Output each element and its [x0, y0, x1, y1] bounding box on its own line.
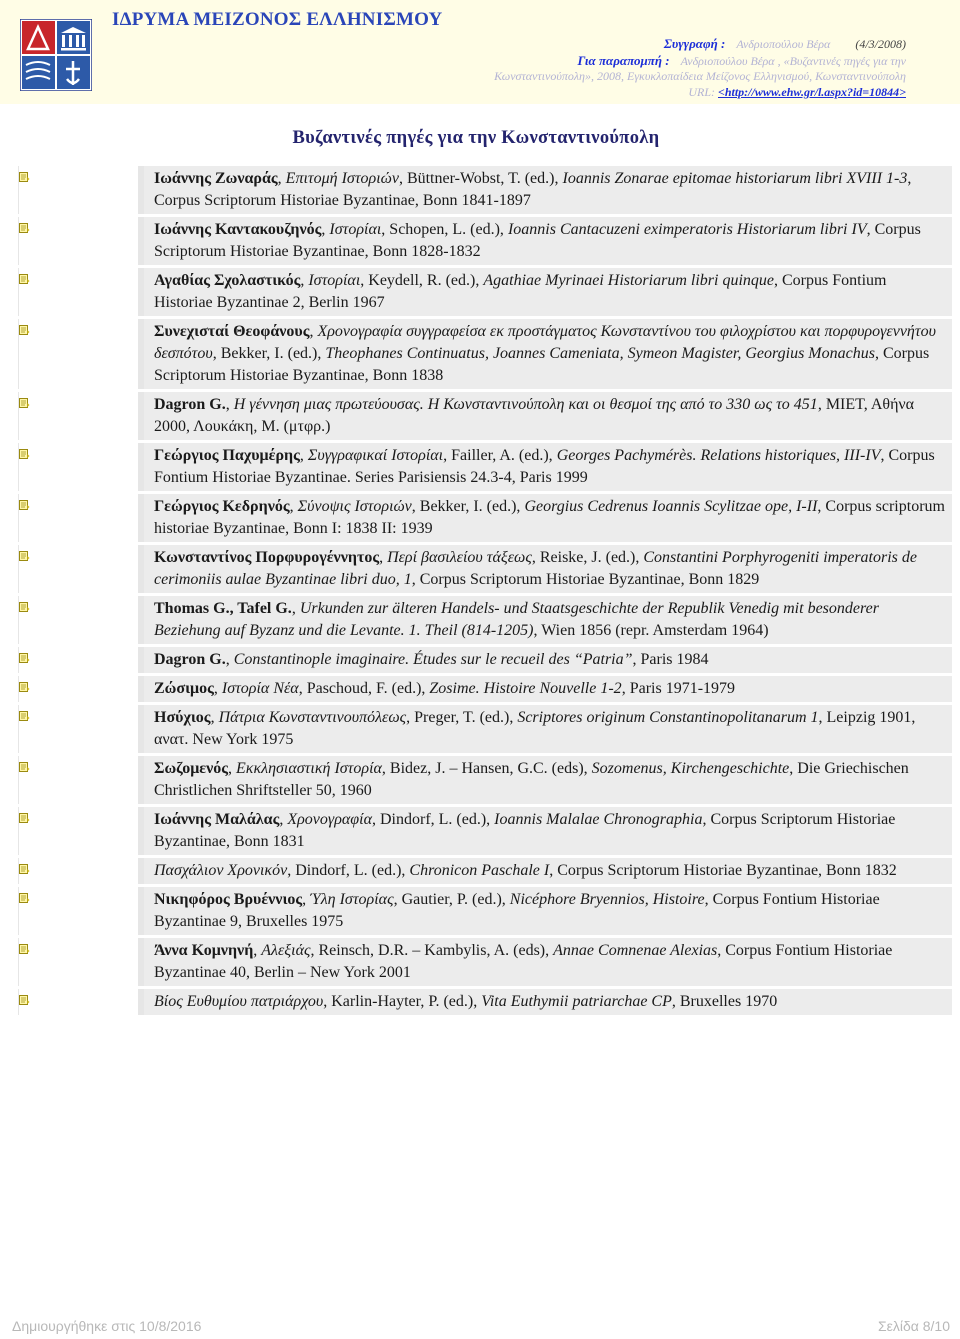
reference-detail: , Büttner-Wobst, T. (ed.), [398, 170, 563, 187]
reference-detail: , [302, 891, 311, 908]
reference-title: Zosime. Histoire Nouvelle 1-2 [429, 680, 622, 697]
reference-row [18, 647, 952, 676]
reference-icon-cell [18, 647, 144, 673]
reference-detail: , Karlin-Hayter, P. (ed.), [323, 993, 482, 1010]
reference-detail: , Corpus Scriptorum Historiae Byzantinae, Bonn 1841-1897 [154, 170, 912, 209]
reference-detail: , [253, 942, 262, 959]
reference-author: Ζώσιμος [154, 680, 214, 697]
reference-detail: , Paschoud, F. (ed.), [298, 680, 430, 697]
document-icon [19, 708, 30, 718]
reference-text [144, 647, 952, 673]
reference-text [144, 166, 952, 214]
reference-icon-cell [18, 705, 144, 753]
reference-text [144, 938, 952, 986]
author-row [466, 36, 906, 53]
reference-detail: , Failler, A. (ed.), [443, 447, 557, 464]
document-icon [19, 169, 30, 179]
reference-title: Χρονογραφία συγγραφείσα εκ προστάγματος Κωνσταντίνου του φιλοχρίστου και πορφυρογεννήτου δεσπότου [154, 323, 936, 362]
reference-title: Συγγραφικαί Ιστορίαι [307, 447, 444, 464]
reference-detail: , ΜΙΕΤ, Αθήνα 2000, Λουκάκη, Μ. (μτφρ.) [154, 396, 915, 435]
reference-detail: , Schopen, L. (ed.), [381, 221, 508, 238]
reference-detail: , Reinsch, D.R. – Kambylis, A. (eds), [310, 942, 554, 959]
reference-author: Ιωάννης Μαλάλας [154, 811, 280, 828]
reference-detail: , Corpus Scriptorum Historiae Byzantinae, Bonn 1831 [154, 811, 896, 850]
reference-icon-cell [18, 756, 144, 804]
citation-value-line-1: Ανδριοπούλου Βέρα , «Βυζαντινές πηγές για την [680, 53, 906, 68]
reference-title: Scriptores originum Constantinopolitanarum 1 [517, 709, 819, 726]
reference-icon-cell [18, 443, 144, 491]
foundation-logo-icon [20, 19, 92, 91]
reference-title: Πασχάλιον Χρονικόν [154, 862, 288, 879]
document-icon [19, 650, 30, 660]
reference-author: Αγαθίας Σχολαστικός [154, 272, 301, 289]
reference-detail: , Keydell, R. (ed.), [360, 272, 484, 289]
document-icon [19, 992, 30, 1002]
reference-row [18, 268, 952, 319]
citation-row-2 [466, 69, 906, 85]
reference-detail: , Corpus Scriptorum Historiae Byzantinae, Bonn 1838 [154, 345, 930, 384]
reference-detail: , Bekker, I. (ed.), [411, 498, 525, 515]
reference-row [18, 319, 952, 392]
reference-row [18, 807, 952, 858]
reference-title: Agathiae Myrinaei Historiarum libri quinque [483, 272, 774, 289]
document-icon [19, 220, 30, 230]
reference-author: Ιωάννης Καντακουζηνός [154, 221, 322, 238]
reference-icon-cell [18, 807, 144, 855]
reference-text [144, 596, 952, 644]
reference-title: Sozomenus, Kirchengeschichte [591, 760, 790, 777]
reference-author: Dagron G. [154, 651, 226, 668]
author-date: (4/3/2008) [855, 37, 906, 51]
reference-detail: , Corpus Scriptorum Historiae Byzantinae, Bonn 1832 [549, 862, 897, 879]
reference-detail: , Reiske, J. (ed.), [531, 549, 644, 566]
reference-text [144, 392, 952, 440]
reference-detail: , Leipzig 1901, ανατ. New York 1975 [154, 709, 916, 748]
reference-detail: , Dindorf, L. (ed.), [371, 811, 495, 828]
reference-text [144, 807, 952, 855]
document-icon [19, 395, 30, 405]
document-icon [19, 679, 30, 689]
reference-author: Νικηφόρος Βρυέννιος [154, 891, 303, 908]
reference-title: Theophanes Continuatus, Joannes Cameniata, Symeon Magister, Georgius Monachus [325, 345, 875, 362]
reference-text [144, 545, 952, 593]
reference-title: Πάτρια Κωνσταντινουπόλεως [218, 709, 407, 726]
document-icon [19, 599, 30, 609]
reference-row [18, 443, 952, 494]
reference-detail: , Dindorf, L. (ed.), [287, 862, 410, 879]
reference-detail: , Bekker, I. (ed.), [212, 345, 326, 362]
reference-title: Επιτομή Ιστοριών [285, 170, 399, 187]
reference-icon-cell [18, 676, 144, 702]
reference-detail: , [210, 709, 219, 726]
reference-row [18, 858, 952, 887]
reference-title: Αλεξιάς [261, 942, 311, 959]
reference-row [18, 676, 952, 705]
reference-detail: , [213, 680, 222, 697]
reference-detail: , [289, 498, 298, 515]
reference-text [144, 676, 952, 702]
document-icon [19, 941, 30, 951]
footer-page-number: Σελίδα 8/10 [877, 1318, 950, 1334]
reference-detail: , Wien 1856 (repr. Amsterdam 1964) [533, 622, 769, 639]
reference-author: Dagron G. [154, 396, 226, 413]
reference-title: Ύλη Ιστορίας [310, 891, 394, 908]
author-value: Ανδριοπούλου Βέρα [736, 37, 831, 51]
citation-label: Για παραπομπή : [577, 52, 670, 68]
reference-icon-cell [18, 217, 144, 265]
reference-author: Γεώργιος Κεδρηνός [154, 498, 290, 515]
reference-detail: , Corpus Fontium Historiae Byzantinae 40, Berlin – New York 2001 [154, 942, 893, 981]
reference-detail: , [279, 811, 288, 828]
reference-icon-cell [18, 319, 144, 389]
document-icon [19, 497, 30, 507]
reference-title: Βίος Ευθυμίου πατριάρχου [154, 993, 324, 1010]
reference-author: Ιωάννης Ζωναράς [154, 170, 278, 187]
citation-block [466, 36, 906, 100]
reference-author: Ησύχιος [154, 709, 211, 726]
reference-title: Εκκλησιαστική Ιστορία [236, 760, 382, 777]
reference-detail: , Corpus Fontium Historiae Byzantinae. Series Parisiensis 24.3-4, Paris 1999 [154, 447, 935, 486]
reference-title: Ιστορία Νέα [221, 680, 299, 697]
reference-icon-cell [18, 858, 144, 884]
reference-author: Κωνσταντίνος Πορφυρογέννητος [154, 549, 380, 566]
reference-title: Constantinople imaginaire. Études sur le recueil des “Patria” [233, 651, 633, 668]
reference-row [18, 887, 952, 938]
url-label: URL: [688, 84, 715, 99]
reference-detail: , Bidez, J. – Hansen, G.C. (eds), [381, 760, 592, 777]
reference-row [18, 217, 952, 268]
reference-detail: , [228, 760, 237, 777]
reference-text [144, 756, 952, 804]
organization-title: ΙΔΡΥΜΑ ΜΕΙΖΟΝΟΣ ΕΛΛΗΝΙΣΜΟΥ [112, 9, 443, 30]
reference-text [144, 443, 952, 491]
reference-text [144, 887, 952, 935]
reference-row [18, 545, 952, 596]
reference-author: Σωζομενός [154, 760, 229, 777]
reference-title: Constantini Porphyrogeniti imperatoris de cerimoniis aulae Byzantinae libri duo, 1 [154, 549, 917, 588]
citation-url-link[interactable]: <http://www.ehw.gr/l.aspx?id=10844> [718, 84, 906, 99]
reference-detail: , [299, 447, 308, 464]
reference-detail: , Paris 1984 [632, 651, 709, 668]
reference-row [18, 938, 952, 989]
reference-text [144, 705, 952, 753]
reference-row [18, 596, 952, 647]
reference-detail: , [225, 396, 234, 413]
reference-detail: , [277, 170, 286, 187]
document-icon [19, 810, 30, 820]
reference-icon-cell [18, 166, 144, 214]
citation-value-line-2: Κωνσταντινούπολη», 2008, Εγκυκλοπαίδεια Μείζονος Ελληνισμού, Κωνσταντινούπολη [494, 69, 906, 83]
reference-title: Σύνοψις Ιστοριών [297, 498, 412, 515]
references-table [18, 166, 952, 1018]
reference-title: Περί βασιλείου τάξεως [387, 549, 532, 566]
page-title: Βυζαντινές πηγές για την Κωνσταντινούπολη [292, 128, 660, 148]
reference-row [18, 705, 952, 756]
reference-title: Georgius Cedrenus Ioannis Scylitzae ope, I-II [524, 498, 818, 515]
reference-author: Συνεχισταί Θεοφάνους [154, 323, 310, 340]
document-header [0, 0, 960, 104]
reference-author: Γεώργιος Παχυμέρης [154, 447, 300, 464]
reference-row [18, 756, 952, 807]
reference-detail: , Corpus Fontium Historiae Byzantinae 9, Bruxelles 1975 [154, 891, 880, 930]
reference-text [144, 217, 952, 265]
reference-icon-cell [18, 989, 144, 1015]
document-icon [19, 759, 30, 769]
reference-title: Ιστορίαι [308, 272, 361, 289]
reference-text [144, 858, 952, 884]
reference-text [144, 268, 952, 316]
reference-text [144, 989, 952, 1015]
reference-title: Nicéphore Bryennios, Histoire [509, 891, 705, 908]
reference-row [18, 392, 952, 443]
reference-title: Chronicon Paschale I [409, 862, 550, 879]
reference-icon-cell [18, 596, 144, 644]
reference-icon-cell [18, 887, 144, 935]
citation-row [466, 53, 906, 70]
reference-title: Ιστορίαι [329, 221, 382, 238]
reference-text [144, 494, 952, 542]
reference-title: Ioannis Cantacuzeni eximperatoris Historiarum libri IV [507, 221, 867, 238]
reference-detail: , Die Griechischen Christlichen Shriftsteller 50, 1960 [154, 760, 909, 799]
reference-icon-cell [18, 392, 144, 440]
reference-title: Georges Pachymérès. Relations historiques, III-IV [556, 447, 881, 464]
reference-icon-cell [18, 938, 144, 986]
reference-detail: , Gautier, P. (ed.), [393, 891, 510, 908]
reference-title: Vita Euthymii patriarchae CP [481, 993, 672, 1010]
reference-row [18, 494, 952, 545]
reference-detail: , [321, 221, 330, 238]
reference-title: Annae Comnenae Alexias [553, 942, 718, 959]
reference-text [144, 319, 952, 389]
reference-icon-cell [18, 494, 144, 542]
reference-author: Άννα Κομνηνή [154, 942, 254, 959]
reference-icon-cell [18, 545, 144, 593]
document-icon [19, 271, 30, 281]
reference-detail: , Corpus Scriptorum Historiae Byzantinae, Bonn 1828-1832 [154, 221, 921, 260]
reference-detail: , Bruxelles 1970 [671, 993, 778, 1010]
reference-row [18, 166, 952, 217]
reference-author: Thomas G., Tafel G. [154, 600, 292, 617]
reference-detail: , [309, 323, 318, 340]
reference-detail: , Paris 1971-1979 [621, 680, 736, 697]
author-label: Συγγραφή : [663, 36, 726, 51]
reference-detail: , [225, 651, 234, 668]
document-icon [19, 548, 30, 558]
reference-detail: , Corpus Fontium Historiae Byzantinae 2, Berlin 1967 [154, 272, 887, 311]
reference-title: Χρονογραφία [287, 811, 372, 828]
footer-created-date: Δημιουργήθηκε στις 10/8/2016 [12, 1318, 202, 1334]
document-icon [19, 861, 30, 871]
reference-row [18, 989, 952, 1018]
reference-detail: , [300, 272, 309, 289]
reference-icon-cell [18, 268, 144, 316]
document-icon [19, 446, 30, 456]
reference-detail: , Corpus Scriptorum Historiae Byzantinae, Bonn 1829 [411, 571, 760, 588]
reference-detail: , [291, 600, 300, 617]
document-icon [19, 890, 30, 900]
reference-title: Ioannis Zonarae epitomae historiarum libri XVIII 1-3 [562, 170, 908, 187]
reference-detail: , [379, 549, 388, 566]
reference-detail: , Preger, T. (ed.), [406, 709, 518, 726]
reference-title: Ioannis Malalae Chronographia [494, 811, 703, 828]
document-icon [19, 322, 30, 332]
url-row [466, 85, 906, 101]
reference-title: Urkunden zur älteren Handels- und Staatsgeschichte der Republik Venedig mit besonderer Beziehung auf Byzanz und die Levante. 1. Theil (814-1205) [154, 600, 879, 639]
reference-title: Η γέννηση μιας πρωτεύουσας. Η Κωνσταντινούπολη και οι θεσμοί της από το 330 ως το 451 [233, 396, 818, 413]
reference-detail: , Corpus scriptorum historiae Byzantinae, Bonn I: 1838 II: 1939 [154, 498, 945, 537]
